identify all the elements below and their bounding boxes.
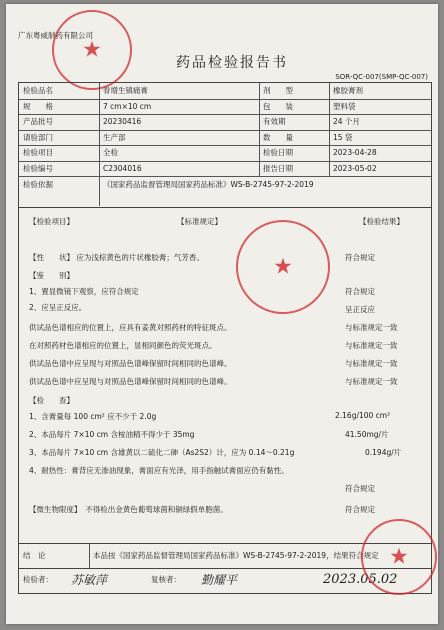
reviewer-signature: 勤耀平 <box>201 573 238 587</box>
inspector-signature: 苏敏萍 <box>71 573 108 587</box>
identify-3-result: 与标准规定一致 <box>345 323 398 332</box>
value-batch: 20230416 <box>103 117 142 126</box>
check-4-result: 符合规定 <box>345 484 375 493</box>
character-text: 【性 状】 应为浅棕黄色的片状橡胶膏；气芳香。 <box>29 253 204 262</box>
label-spec: 规 格 <box>23 101 53 111</box>
label-dosage: 剂 型 <box>263 86 293 95</box>
identify-6-result: 与标准规定一致 <box>345 377 398 386</box>
check-heading: 【检 查】 <box>29 396 74 405</box>
label-product: 检验品名 <box>23 86 53 95</box>
check-4: 4、耐热性：膏背应无渗油现象，膏面应有光泽，用手指触试膏面应仍有黏性。 <box>29 466 289 475</box>
check-3-result: 0.194g/片 <box>365 448 402 457</box>
value-test-no: C2304016 <box>103 163 142 173</box>
character-result: 符合规定 <box>345 253 375 262</box>
value-dept: 生产部 <box>103 132 126 142</box>
value-basis: 《国家药品监督管理局国家药品标准》WS-B-2745-97-2-2019 <box>103 180 314 189</box>
identify-5: 供试品色谱中应呈现与对照品色谱峰保留时间相同的色谱峰。 <box>29 359 232 368</box>
label-qty: 数 量 <box>263 132 293 142</box>
check-1-result: 2.16g/100 cm² <box>335 411 391 420</box>
value-item: 全检 <box>103 148 118 157</box>
value-report-date: 2023-05-02 <box>333 163 377 173</box>
identify-4-result: 与标准规定一致 <box>345 341 398 350</box>
identify-3: 供试品色谱相应的位置上，应具有姜黄对照药材的特征斑点。 <box>29 323 232 332</box>
check-3: 3、本品每片 7×10 cm 含雄黄以二硫化二砷（As2S2）计，应为 0.14～0.21g <box>29 448 295 457</box>
company-name: 广东粤威制药有限公司 <box>18 31 93 40</box>
reviewer-label: 复核者： <box>151 575 181 584</box>
bottom-company-stamp <box>361 519 437 595</box>
label-dept: 请验部门 <box>23 132 53 142</box>
micro-limit: 【微生物限度】 不得检出金黄色葡萄球菌和铜绿假单胞菌。 <box>29 505 228 514</box>
conclusion-text: 本品按《国家药品监督管理局国家药品标准》WS-B-2745-97-2-2019，结果符合规定 <box>93 551 379 560</box>
document-number: SOR-QC-007(SMP-QC-007) <box>335 73 428 81</box>
report-paper <box>6 4 438 624</box>
identify-2-result: 呈正反应 <box>345 305 375 314</box>
label-item: 检验项目 <box>23 148 53 157</box>
sign-date: 2023.05.02 <box>323 572 398 587</box>
conclusion-label: 结 论 <box>23 551 46 560</box>
check-2: 2、本品每片 7×10 cm 含桉油精不得少于 35mg <box>29 430 195 439</box>
seal-star-icon: ★ <box>82 37 102 63</box>
identify-5-result: 与标准规定一致 <box>345 359 398 368</box>
results-section <box>18 206 432 543</box>
label-batch: 产品批号 <box>23 117 53 126</box>
label-validity: 有效期 <box>263 117 286 126</box>
page-title: 药品检验报告书 <box>176 55 288 71</box>
company-seal-stamp <box>52 10 132 90</box>
qa-stamp-star-icon: ★ <box>273 254 293 280</box>
identify-6: 供试品色谱中应呈现与对照品色谱峰保留时间相同的色谱峰。 <box>29 377 232 386</box>
value-product: 骨增生镇痛膏 <box>103 86 148 95</box>
label-basis: 检验依据 <box>23 180 53 189</box>
bottom-stamp-star-icon: ★ <box>389 544 409 570</box>
label-report-date: 报告日期 <box>263 163 293 173</box>
value-qty: 15 袋 <box>333 132 353 142</box>
value-dosage: 橡胶膏剂 <box>333 86 363 95</box>
micro-result: 符合规定 <box>345 505 375 514</box>
check-1: 1、含膏量每 100 cm² 应不少于 2.0g <box>29 412 157 421</box>
value-package: 塑料袋 <box>333 101 356 111</box>
qa-department-stamp <box>236 220 330 314</box>
info-table <box>18 82 432 208</box>
col-standard-header: 【标准规定】 <box>177 217 222 226</box>
label-check-date: 检验日期 <box>263 148 293 157</box>
identify-heading: 【鉴 别】 <box>29 271 74 280</box>
identify-4: 在对照药材色谱相应的位置上，显相同颜色的荧光斑点。 <box>29 341 217 350</box>
identify-2: 2、应呈正反应。 <box>29 303 87 312</box>
check-2-result: 41.50mg/片 <box>345 430 389 439</box>
value-validity: 24 个月 <box>333 117 360 126</box>
inspector-label: 检验者： <box>23 575 53 584</box>
identify-1-result: 符合规定 <box>345 287 375 296</box>
value-check-date: 2023-04-28 <box>333 148 377 157</box>
label-test-no: 检验编号 <box>23 163 53 173</box>
label-package: 包 装 <box>263 101 293 111</box>
col-item-header: 【检验项目】 <box>29 217 74 226</box>
identify-1: 1、置显微镜下观察，应符合规定 <box>29 287 139 296</box>
value-spec: 7 cm×10 cm <box>103 101 152 111</box>
col-result-header: 【检验结果】 <box>359 217 404 226</box>
